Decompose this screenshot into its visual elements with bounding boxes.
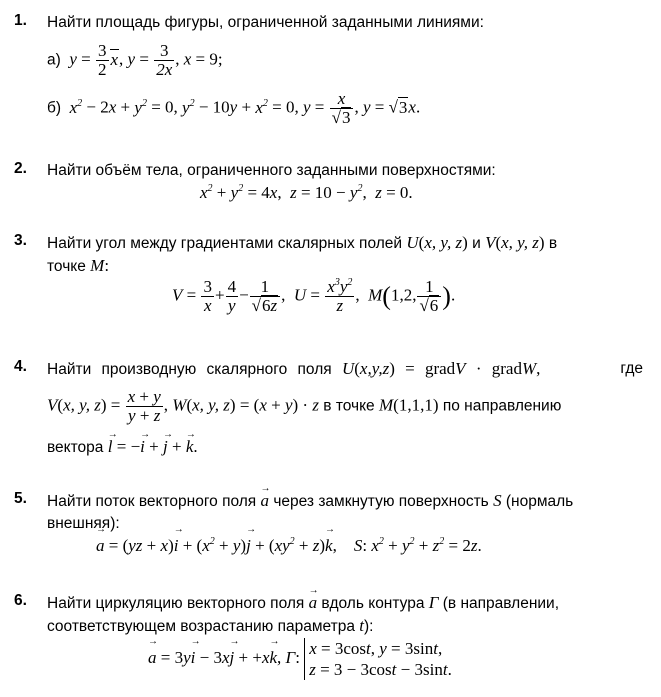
problem-number: 1. bbox=[14, 12, 27, 29]
formula-5: → $a = (yz + x)\to i + (x^2 + y)\to j + (xy^2 + z)\to k$, S: $x^2 + y^2 + z^2 = 2z$. bbox=[96, 536, 482, 556]
problem-text: Найти производную скалярного поля U(x,y,z) = gradV · gradW, где bbox=[47, 359, 643, 378]
problem-text: Найти объём тела, ограниченного заданными поверхностями: bbox=[47, 162, 496, 179]
problem-number: 3. bbox=[14, 232, 27, 249]
problem-text: Найти площадь фигуры, ограниченной заданными линиями: bbox=[47, 14, 484, 31]
formula-6: → a = 3y→ i − 3x→ j + +x→ k, Γ: x = 3cost, y = 3sint, z = 3 − 3cost − 3sint. bbox=[148, 638, 452, 680]
problem-number: 6. bbox=[14, 592, 27, 609]
problem-text-line3: вектора → l = −→ i + → j + → k. bbox=[47, 436, 643, 459]
formula-2: $x^2 + y^2 = 4x$, $z = 10 - y^2$, z = 0. bbox=[200, 183, 413, 202]
formula-3: V = $\frac{3}{x}$ + $\frac{4}{y}$ − $\frac{1}{√6z}$ , U = $\frac{x^3y^2}{z}$ , M(1,2, $\frac{1}{√6}$ ). bbox=[172, 277, 456, 315]
problem-number: 5. bbox=[14, 490, 27, 507]
problem-text-line2: V(x, y, z) = $\frac{x + y}{y + z}$ , W(x, y, z) = (x + y) · z в точке M(1,1,1) по направлению bbox=[47, 387, 562, 425]
formula-1b: б) $x^2 - 2x + y^2 = 0$, $y^2 - 10y + x^2 = 0$, y = $\frac{x}{√3}$ , y = √3x. bbox=[47, 89, 421, 127]
problem-text: Найти поток векторного поля → a через замкнутую поверхность S (нормаль внешняя): bbox=[47, 490, 643, 535]
problem-number: 4. bbox=[14, 358, 27, 375]
formula-1a: а) y = $\frac{3}{2}$ x, y = $\frac{3}{2x}$ , x = 9; bbox=[47, 41, 223, 79]
problem-text: Найти циркуляцию векторного поля → a вдоль контура Γ (в направлении, соответствующем возрастанию параметра t): bbox=[47, 592, 643, 638]
problem-number: 2. bbox=[14, 160, 27, 177]
problem-text: Найти угол между градиентами скалярных полей U(x, y, z) и V(x, y, z) в точке M: bbox=[47, 233, 558, 275]
